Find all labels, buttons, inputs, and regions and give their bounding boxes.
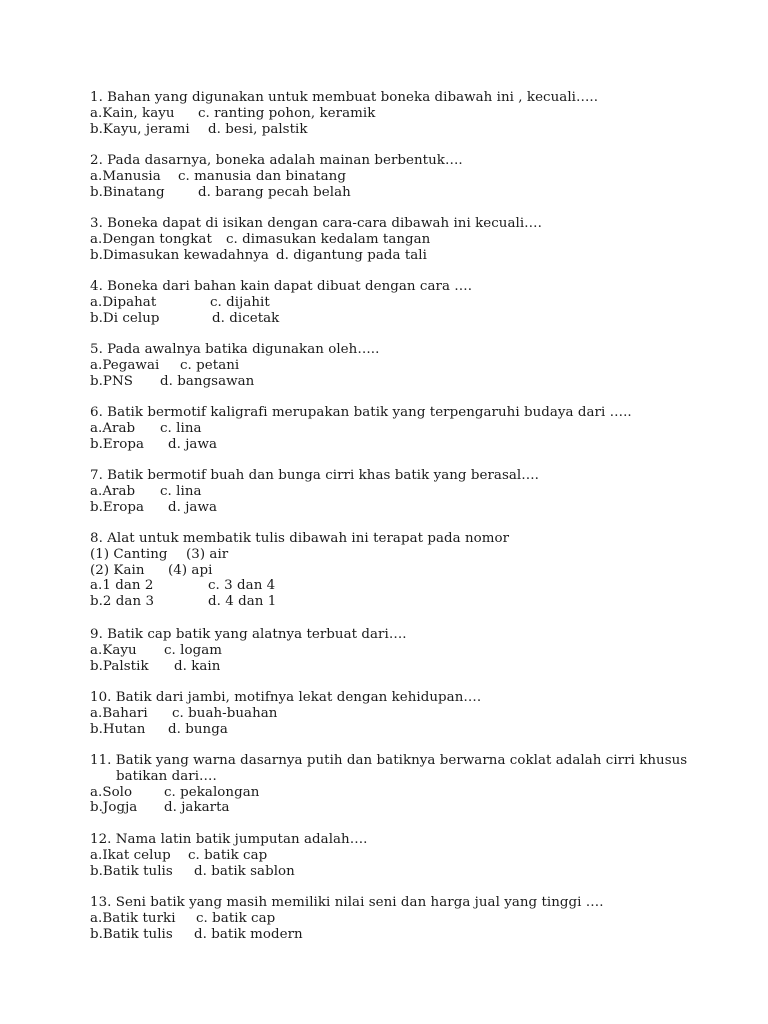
option-left: a.Ikat celup xyxy=(90,847,171,863)
question-13 xyxy=(90,895,730,942)
option-right: d. bunga xyxy=(168,721,228,737)
question-5 xyxy=(90,342,730,389)
question-stem: 3. Boneka dapat di isikan dengan cara-cara dibawah ini kecuali…. xyxy=(90,216,542,231)
option-row xyxy=(90,169,730,185)
option-left: a.Bahari xyxy=(90,705,148,721)
option-right: d. batik sablon xyxy=(194,863,295,879)
option-right: c. lina xyxy=(160,420,202,436)
option-row xyxy=(90,848,730,864)
option-right: d. jawa xyxy=(168,436,218,452)
option-right: (3) air xyxy=(186,546,229,562)
option-row xyxy=(90,864,730,880)
question-6 xyxy=(90,405,730,452)
question-10 xyxy=(90,690,730,737)
option-left: a.1 dan 2 xyxy=(90,578,154,594)
question-stem: batikan dari…. xyxy=(116,768,217,784)
option-row xyxy=(90,106,730,122)
option-right: c. 3 dan 4 xyxy=(208,578,276,594)
option-row xyxy=(90,927,730,943)
option-row xyxy=(90,484,730,500)
option-row xyxy=(90,911,730,927)
question-stem: 4. Boneka dari bahan kain dapat dibuat dengan cara …. xyxy=(90,279,473,294)
option-row xyxy=(90,547,730,563)
question-stem: 5. Pada awalnya batika digunakan oleh….. xyxy=(90,342,380,357)
option-row xyxy=(90,500,730,516)
option-row xyxy=(90,643,730,659)
option-row xyxy=(90,122,730,138)
option-right: c. batik cap xyxy=(196,910,276,926)
option-left: a.Arab xyxy=(90,420,136,436)
option-left: b.Kayu, jerami xyxy=(90,121,190,137)
option-right: d. bangsawan xyxy=(160,373,255,389)
option-left: a.Pegawai xyxy=(90,357,160,373)
question-12 xyxy=(90,832,730,879)
option-right: c. dijahit xyxy=(210,294,270,310)
option-row xyxy=(90,785,730,801)
option-left: a.Arab xyxy=(90,483,136,499)
option-right: d. kain xyxy=(174,658,221,674)
option-right: d. jakarta xyxy=(164,800,230,816)
question-7 xyxy=(90,468,730,515)
option-row xyxy=(90,421,730,437)
option-left: b.Batik tulis xyxy=(90,863,173,879)
option-row xyxy=(90,295,730,311)
option-left: (1) Canting xyxy=(90,546,168,562)
question-stem: 6. Batik bermotif kaligrafi merupakan batik yang terpengaruhi budaya dari ….. xyxy=(90,405,632,420)
option-right: c. manusia dan binatang xyxy=(178,168,346,184)
question-stem: 10. Batik dari jambi, motifnya lekat dengan kehidupan…. xyxy=(90,690,482,705)
option-left: b.Hutan xyxy=(90,721,146,737)
option-left: a.Dengan tongkat xyxy=(90,231,212,247)
option-left: b.2 dan 3 xyxy=(90,594,155,610)
question-stem: 13. Seni batik yang masih memiliki nilai seni dan harga jual yang tinggi …. xyxy=(90,895,604,910)
option-row xyxy=(90,374,730,390)
option-right: c. dimasukan kedalam tangan xyxy=(226,231,431,247)
option-row xyxy=(90,659,730,675)
option-row xyxy=(90,311,730,327)
option-right: c. ranting pohon, keramik xyxy=(198,105,376,121)
question-9 xyxy=(90,627,730,674)
option-left: a.Kayu xyxy=(90,642,137,658)
option-right: c. petani xyxy=(180,357,240,373)
option-right: c. logam xyxy=(164,642,223,658)
option-right: (4) api xyxy=(168,562,213,578)
question-stem: 2. Pada dasarnya, boneka adalah mainan berbentuk…. xyxy=(90,153,463,168)
option-row xyxy=(90,800,730,816)
option-left: a.Batik turki xyxy=(90,910,176,926)
option-left: a.Solo xyxy=(90,784,133,800)
option-row xyxy=(90,358,730,374)
option-row xyxy=(90,706,730,722)
option-right: d. batik modern xyxy=(194,926,303,942)
question-1 xyxy=(90,90,730,137)
question-stem: 1. Bahan yang digunakan untuk membuat boneka dibawah ini , kecuali….. xyxy=(90,90,599,105)
question-stem: 12. Nama latin batik jumputan adalah…. xyxy=(90,832,368,847)
option-left: a.Dipahat xyxy=(90,294,157,310)
question-3 xyxy=(90,216,730,263)
option-row xyxy=(90,594,730,610)
option-left: a.Manusia xyxy=(90,168,161,184)
option-row xyxy=(90,563,730,579)
question-4 xyxy=(90,279,730,326)
option-right: d. 4 dan 1 xyxy=(208,594,277,610)
question-11 xyxy=(90,753,730,816)
option-right: d. jawa xyxy=(168,499,218,515)
option-left: b.Batik tulis xyxy=(90,926,173,942)
option-row xyxy=(90,437,730,453)
option-right: d. digantung pada tali xyxy=(276,247,427,263)
option-left: b.PNS xyxy=(90,373,133,389)
question-stem: 8. Alat untuk membatik tulis dibawah ini terapat pada nomor xyxy=(90,531,510,546)
option-right: d. barang pecah belah xyxy=(198,184,351,200)
option-row xyxy=(90,248,730,264)
question-2 xyxy=(90,153,730,200)
option-left: b.Dimasukan kewadahnya xyxy=(90,247,269,263)
option-right: c. lina xyxy=(160,483,202,499)
option-right: c. buah-buahan xyxy=(172,705,278,721)
option-row xyxy=(90,185,730,201)
option-row xyxy=(90,722,730,738)
option-left: b.Jogja xyxy=(90,800,138,816)
question-stem: 7. Batik bermotif buah dan bunga cirri khas batik yang berasal…. xyxy=(90,468,539,483)
option-right: c. pekalongan xyxy=(164,784,260,800)
option-row xyxy=(90,232,730,248)
option-right: c. batik cap xyxy=(188,847,268,863)
question-stem: 9. Batik cap batik yang alatnya terbuat dari…. xyxy=(90,627,407,642)
option-left: b.Eropa xyxy=(90,499,144,515)
question-8 xyxy=(90,531,730,610)
option-left: b.Palstik xyxy=(90,658,149,674)
option-left: b.Eropa xyxy=(90,436,144,452)
question-stem: 11. Batik yang warna dasarnya putih dan batiknya berwarna coklat adalah cirri khusus xyxy=(90,753,688,768)
option-left: b.Binatang xyxy=(90,184,165,200)
option-row xyxy=(90,578,730,594)
option-left: b.Di celup xyxy=(90,310,160,326)
option-left: a.Kain, kayu xyxy=(90,105,175,121)
option-right: d. besi, palstik xyxy=(208,121,308,137)
option-right: d. dicetak xyxy=(212,310,280,326)
option-left: (2) Kain xyxy=(90,562,145,578)
